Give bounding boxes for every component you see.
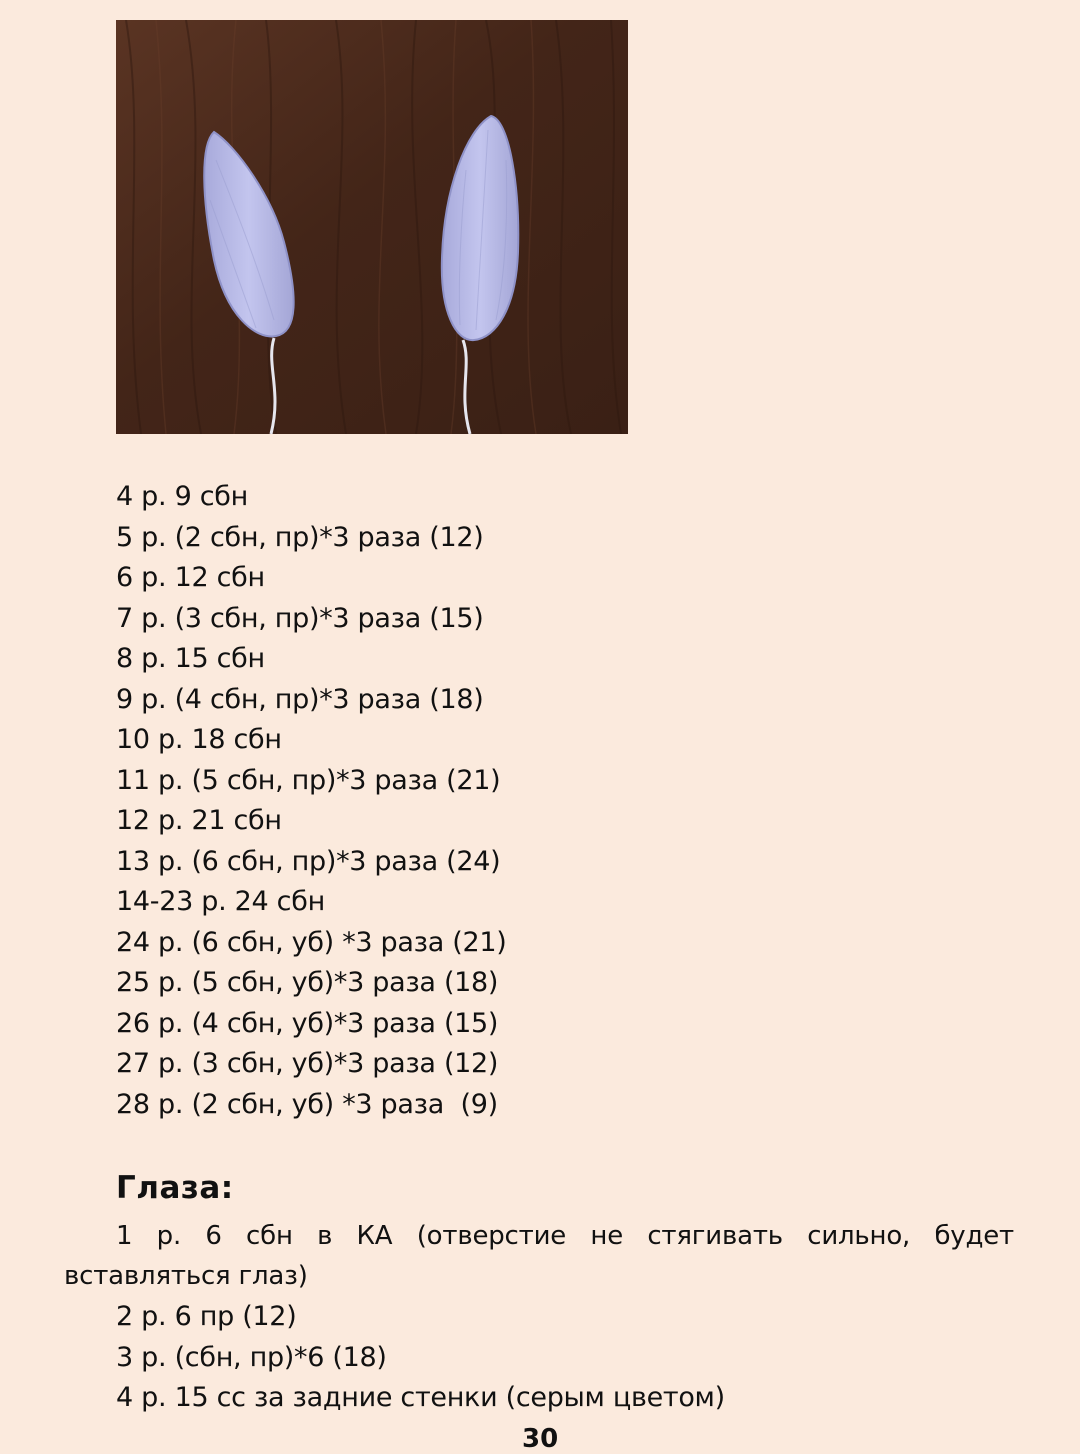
ears-row: 7 р. (3 сбн, пр)*3 раза (15) (116, 602, 484, 634)
eyes-rows-list (116, 1297, 725, 1419)
ears-row: 10 р. 18 сбн (116, 724, 282, 755)
ears-row: 24 р. (6 сбн, уб) *3 раза (21) (116, 926, 507, 958)
page-number: 30 (522, 1424, 559, 1454)
eyes-row: 4 р. 15 сс за задние стенки (серым цветом) (116, 1382, 725, 1413)
ears-row: 25 р. (5 сбн, уб)*3 раза (18) (116, 967, 499, 998)
ears-row: 14-23 р. 24 сбн (116, 886, 325, 917)
eyes-section-title: Глаза: (116, 1170, 234, 1206)
ears-row: 8 р. 15 сбн (116, 643, 265, 674)
ears-row: 27 р. (3 сбн, уб)*3 раза (12) (116, 1048, 499, 1079)
ears-row: 5 р. (2 сбн, пр)*3 раза (12) (116, 521, 484, 553)
ears-row: 28 р. (2 сбн, уб) *3 раза (9) (116, 1088, 498, 1120)
ears-illustration (116, 20, 628, 434)
ears-row: 9 р. (4 сбн, пр)*3 раза (18) (116, 683, 484, 715)
ears-row: 26 р. (4 сбн, уб)*3 раза (15) (116, 1007, 499, 1039)
eyes-row: 3 р. (сбн, пр)*6 (18) (116, 1341, 387, 1373)
ears-row: 11 р. (5 сбн, пр)*3 раза (21) (116, 764, 501, 796)
ears-row: 13 р. (6 сбн, пр)*3 раза (24) (116, 845, 501, 877)
ears-rows-list (116, 477, 506, 1125)
ears-row: 4 р. 9 сбн (116, 481, 248, 512)
ears-row: 12 р. 21 сбн (116, 805, 282, 836)
eyes-row-1: 1 р. 6 сбн в КА (отверстие не стягивать сильно, будет вставляться глаз) (64, 1221, 1014, 1291)
ears-row: 6 р. 12 сбн (116, 562, 265, 593)
crochet-ears-photo (116, 20, 628, 434)
eyes-row: 2 р. 6 пр (12) (116, 1301, 297, 1332)
